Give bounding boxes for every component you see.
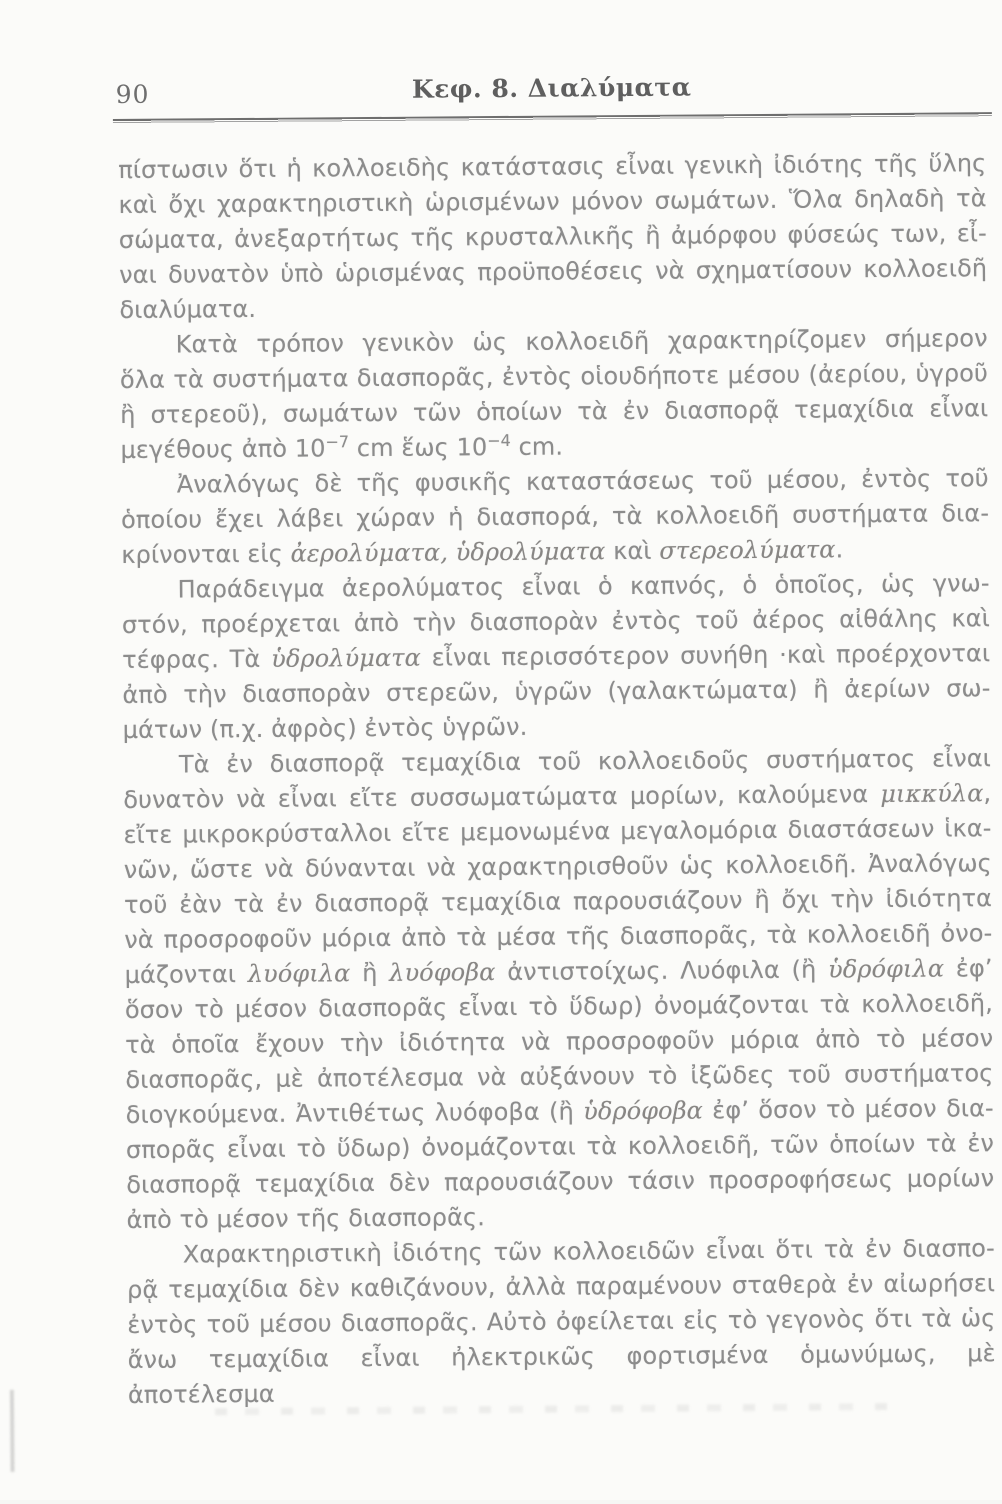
text-line: νὰ προσροφοῦν μόρια ἀπὸ τὰ μέσα τῆς διασπορᾶς, τὰ κολλοειδῆ ὀνο- bbox=[124, 919, 993, 954]
text-line: ρᾷ τεμαχίδια δὲν καθιζάνουν, ἀλλὰ παραμένουν σταθερὰ ἐν αἰωρήσει bbox=[126, 1269, 996, 1304]
text-line: ὁποίου ἔχει λάβει χώραν ἡ διασπορά, τὰ κολλοειδῆ συστήματα δια- bbox=[120, 499, 990, 534]
page-header bbox=[115, 70, 986, 111]
text-line: Ἀναλόγως δὲ τῆς φυσικῆς καταστάσεως τοῦ μέσου, ἐντὸς τοῦ bbox=[176, 464, 989, 499]
text-line: δυνατὸν νὰ εἶναι εἴτε συσσωματώματα μορίων, καλούμενα μικκύλα, bbox=[123, 779, 992, 814]
page-number: 90 bbox=[115, 79, 150, 110]
text-line: εἴτε μικροκρύσταλλοι εἴτε μεμονωμένα μεγαλομόρια διαστάσεων ἱκα- bbox=[123, 814, 992, 849]
text-line: στόν, προέρχεται ἀπὸ τὴν διασπορὰν ἐντὸς τοῦ ἀέρος αἰθάλης καὶ bbox=[121, 604, 990, 639]
text-line: ὅλα τὰ συστήματα διασπορᾶς, ἐντὸς οἱουδήποτε μέσου (ἀερίου, ὑγροῦ bbox=[119, 359, 989, 394]
text-line: διασπορᾷ τεμαχίδια δὲν παρουσιάζουν τάσιν προσροφήσεως μορίων bbox=[126, 1164, 995, 1199]
text-line: ἐντὸς τοῦ μέσου διασπορᾶς. Αὐτὸ ὀφείλεται εἰς τὸ γεγονὸς ὅτι τὰ ὡς bbox=[127, 1304, 996, 1339]
text-line: μάζονται λυόφιλα ἢ λυόφοβα ἀντιστοίχως. Λυόφιλα (ἢ ὑδρόφιλα ἐφ’ bbox=[124, 954, 993, 989]
text-line: καὶ ὄχι χαρακτηριστικὴ ὡρισμένων μόνον σωμάτων. Ὅλα δηλαδὴ τὰ bbox=[118, 184, 987, 220]
body-text bbox=[118, 146, 996, 1413]
text-line: μεγέθους ἀπὸ $10^{-7}$ cm ἕως $10^{-4}$ cm. bbox=[120, 430, 564, 464]
text-line: σώματα, ἀνεξαρτήτως τῆς κρυσταλλικῆς ἢ ἀμόρφου φύσεώς των, εἶ- bbox=[118, 219, 987, 255]
text-line: ἀπὸ τὸ μέσον τῆς διασπορᾶς. bbox=[126, 1203, 485, 1234]
text-line: ἄνω τεμαχίδια εἶναι ἠλεκτρικῶς φορτισμένα ὁμωνύμως, μὲ ἀποτέλεσμα bbox=[127, 1339, 996, 1409]
text-line: διαλύματα. bbox=[119, 294, 257, 325]
text-line: Χαρακτηριστικὴ ἰδιότης τῶν κολλοειδῶν εἶναι ὅτι τὰ ἐν διασπο- bbox=[182, 1234, 995, 1269]
text-line: ναι δυνατὸν ὑπὸ ὡρισμένας προϋποθέσεις νὰ σχηματίσουν κολλοειδῆ bbox=[119, 254, 988, 290]
text-line: σπορᾶς εἶναι τὸ ὕδωρ) ὀνομάζονται τὰ κολλοειδῆ, τῶν ὁποίων τὰ ἐν bbox=[125, 1129, 995, 1164]
text-line: κρίνονται εἰς ἀερολύματα, ὑδρολύματα καὶ στερεολύματα. bbox=[121, 535, 844, 569]
scan-edge-artifact bbox=[10, 1390, 15, 1472]
chapter-title: Κεφ. 8. Διαλύματα bbox=[411, 72, 692, 104]
text-line: νῶν, ὥστε νὰ δύνανται νὰ χαρακτηρισθοῦν ὡς κολλοειδῆ. Ἀναλόγως bbox=[123, 849, 992, 884]
header-rule bbox=[113, 112, 992, 124]
text-line: τέφρας. Τὰ ὑδρολύματα εἶναι περισσότερον συνήθη ·καὶ προέρχονται bbox=[122, 639, 991, 674]
text-line: μάτων (π.χ. ἀφρὸς) ἐντὸς ὑγρῶν. bbox=[122, 712, 528, 744]
text-line: διογκούμενα. Ἀντιθέτως λυόφοβα (ἢ ὑδρόφοβα ἐφ’ ὅσον τὸ μέσον δια- bbox=[125, 1094, 994, 1129]
text-line: Τὰ ἐν διασπορᾷ τεμαχίδια τοῦ κολλοειδοῦς συστήματος εἶναι bbox=[178, 744, 992, 779]
text-line: ὅσον τὸ μέσον διασπορᾶς εἶναι τὸ ὕδωρ) ὀνομάζονται τὰ κολλοειδῆ, bbox=[124, 989, 993, 1024]
text-line: πίστωσιν ὅτι ἡ κολλοειδὴς κατάστασις εἶναι γενικὴ ἰδιότης τῆς ὕλης bbox=[118, 149, 987, 185]
text-line: τὰ ὁποῖα ἔχουν τὴν ἰδιότητα νὰ προσροφοῦν μόρια ἀπὸ τὸ μέσον bbox=[125, 1024, 994, 1059]
text-line: Κατὰ τρόπον γενικὸν ὡς κολλοειδῆ χαρακτηρίζομεν σήμερον bbox=[175, 324, 988, 359]
text-line: ἀπὸ τὴν διασπορὰν στερεῶν, ὑγρῶν (γαλακτώματα) ἢ ἀερίων σω- bbox=[122, 674, 991, 709]
text-line: διασπορᾶς, μὲ ἀποτέλεσμα νὰ αὐξάνουν τὸ ἰξῶδες τοῦ συστήματος bbox=[125, 1059, 994, 1094]
text-line: ἢ στερεοῦ), σωμάτων τῶν ὁποίων τὰ ἐν διασπορᾷ τεμαχίδια εἶναι bbox=[120, 394, 989, 429]
text-line: Παράδειγμα ἀερολύματος εἶναι ὁ καπνός, ὁ ὁποῖος, ὡς γνω- bbox=[177, 569, 990, 604]
text-line: τοῦ ἐὰν τὰ ἐν διασπορᾷ τεμαχίδια παρουσιάζουν ἢ ὄχι τὴν ἰδιότητα bbox=[123, 884, 993, 919]
